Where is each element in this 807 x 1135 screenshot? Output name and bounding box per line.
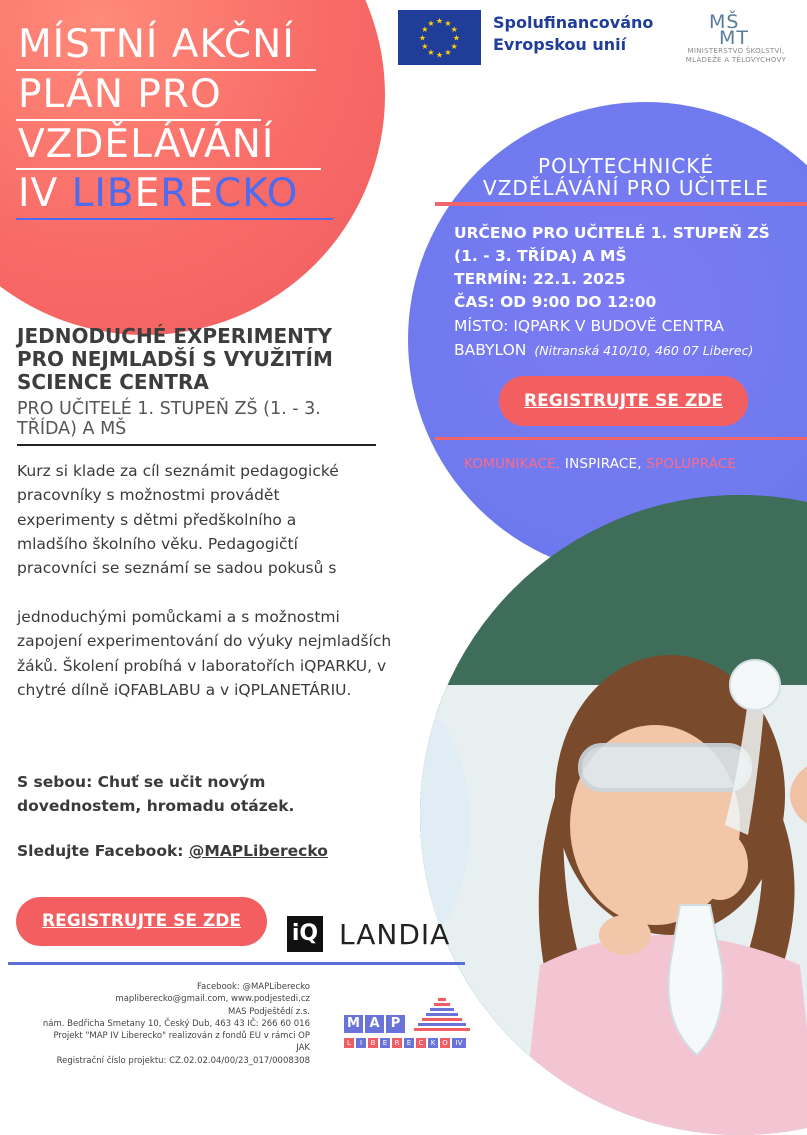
liberecko-letter: IV — [452, 1038, 466, 1048]
map-liberecko-logo — [344, 996, 470, 1052]
iq-logo-mark: iQ — [287, 916, 323, 952]
hero-liberecko — [72, 171, 299, 216]
hero-letter: E — [188, 171, 215, 216]
desc-line: Kurz si klade za cíl seznámit pedagogické — [17, 462, 339, 480]
footer-line: mapliberecko@gmail.com, www.podjestedi.cz — [115, 994, 310, 1005]
liberecko-letter: L — [344, 1038, 354, 1048]
event-title-line2: VZDĚLÁVÁNÍ PRO UČITELE — [483, 176, 769, 200]
event-title-line1: POLYTECHNICKÉ — [538, 154, 714, 178]
footer-contacts — [40, 981, 310, 1067]
ministry-name — [680, 47, 792, 65]
register-button-top[interactable]: REGISTRUJTE SE ZDE — [499, 376, 748, 426]
course-subtitle — [17, 399, 397, 439]
liberecko-letter: K — [428, 1038, 438, 1048]
liberecko-letter: R — [392, 1038, 402, 1048]
hero-letter: E — [134, 171, 161, 216]
hero-underline — [16, 119, 261, 121]
footer-line: Registrační číslo projektu: CZ.02.02.04/00/23_017/0008308 — [56, 1055, 310, 1066]
hero-underline — [16, 69, 316, 71]
course-title-line2: PRO NEJMLADŠÍ S VYUŽITÍM — [17, 347, 333, 371]
hero-letter: K — [242, 171, 267, 216]
desc-line: mladšího školního věku. Pedagogičtí — [17, 534, 298, 553]
desc-line: pracovníky s možnostmi provádět — [17, 486, 280, 505]
eu-star-icon: ★ — [450, 25, 458, 34]
liberecko-letter: E — [380, 1038, 390, 1048]
desc-line: chytré dílně iQFABLABU a v iQPLANETÁRIU. — [17, 680, 352, 699]
eu-star-icon: ★ — [418, 33, 427, 43]
desc-line: zapojení experimentování do výuky nejmladších — [17, 632, 392, 651]
facebook-label: Sledujte Facebook: — [17, 842, 189, 860]
map-letter: P — [386, 1015, 405, 1033]
event-audience-line1: URČENO PRO UČITELÉ 1. STUPEŇ ZŠ — [454, 224, 770, 242]
slogan — [464, 456, 736, 472]
event-date: TERMÍN: 22.1. 2025 — [454, 270, 626, 288]
liberecko-letter: O — [440, 1038, 450, 1048]
eu-line2: Evropskou unií — [493, 35, 627, 54]
eu-star-icon: ★ — [452, 33, 461, 43]
eu-line1: Spolufinancováno — [493, 13, 654, 32]
footer-line: MAS Podještědí z.s. — [228, 1006, 310, 1017]
bring-line2: dovednostem, hromadu otázek. — [17, 797, 295, 816]
map-letter: M — [344, 1015, 363, 1033]
hero-prefix: IV — [18, 171, 72, 216]
hero-underline — [16, 168, 321, 170]
desc-line: pracovníci se seznámí se sadou pokusů s — [17, 559, 337, 578]
svg-text:MT: MT — [719, 27, 749, 46]
eu-star-icon: ★ — [427, 18, 435, 28]
iq-landia-logo: LANDIA — [339, 918, 451, 951]
facebook-link[interactable]: @MAPLiberecko — [188, 842, 328, 860]
eu-star-icon: ★ — [435, 16, 444, 26]
divider — [435, 202, 807, 206]
hero-title-line2: PLÁN PRO — [18, 72, 222, 117]
eu-star-icon: ★ — [450, 42, 458, 51]
hero-letter: O — [266, 171, 299, 216]
course-title-line1: JEDNODUCHÉ EXPERIMENTY — [17, 324, 332, 348]
divider — [435, 437, 807, 440]
desc-line: experimenty s dětmi předškolního a — [17, 510, 297, 529]
event-place-line2 — [454, 339, 753, 362]
desc-line: žáků. Školení probíhá v laboratořích iQPARKU, v — [17, 656, 387, 675]
hero-blue-underline — [16, 218, 333, 220]
eu-star-icon: ★ — [444, 48, 452, 58]
eu-flag-icon — [398, 10, 481, 65]
slogan-word2: INSPIRACE, — [564, 456, 642, 472]
course-title-line3: SCIENCE CENTRA — [17, 370, 209, 394]
msmt-logo-icon — [705, 8, 765, 50]
girl-experiment-photo — [420, 495, 807, 1135]
bring-with-you — [17, 770, 437, 819]
slogan-word3: SPOLUPRÁCE — [646, 456, 737, 472]
event-time: ČAS: OD 9:00 DO 12:00 — [454, 293, 657, 311]
ministry-line2: MLÁDEŽE A TĚLOVÝCHOVY — [685, 56, 787, 64]
liberecko-letter: B — [368, 1038, 378, 1048]
footer-line: Facebook: @MAPLiberecko — [196, 982, 310, 992]
event-place-line1: MÍSTO: IQPARK V BUDOVĚ CENTRA — [454, 317, 725, 335]
liberecko-letter: E — [404, 1038, 414, 1048]
hero-title-line3: VZDĚLÁVÁNÍ — [18, 122, 275, 167]
course-subtitle-line2: TŘÍDA) A MŠ — [17, 419, 127, 439]
hero-title-line4 — [18, 171, 298, 217]
facebook-follow — [17, 842, 328, 860]
slogan-word1: KOMUNIKACE, — [464, 456, 561, 472]
event-audience-line2: (1. - 3. TŘÍDA) A MŠ — [454, 247, 627, 265]
event-place-name: BABYLON — [454, 341, 527, 359]
eu-star-icon: ★ — [421, 25, 429, 34]
svg-text:MŠ: MŠ — [709, 11, 740, 33]
course-description-1 — [17, 459, 437, 580]
hero-letter: R — [160, 171, 189, 216]
ministry-line1: MINISTERSTVO ŠKOLSTVÍ, — [687, 47, 785, 55]
hero-letter: L — [71, 171, 95, 216]
footer-line: Projekt "MAP IV Liberecko" realizován z fondů EU v rámci OP JAK — [53, 1031, 310, 1054]
bring-line1: S sebou: Chuť se učit novým — [17, 773, 266, 791]
course-description-2 — [17, 605, 442, 702]
footer-line: nám. Bedřicha Smetany 10, Český Dub, 463 43 IČ: 266 60 016 — [42, 1018, 310, 1029]
map-letter: A — [365, 1015, 384, 1033]
register-button-bottom[interactable]: REGISTRUJTE SE ZDE — [16, 897, 267, 946]
hero-letter: I — [94, 171, 107, 216]
course-subtitle-line1: PRO UČITELÉ 1. STUPEŇ ZŠ (1. - 3. — [17, 399, 321, 419]
hero-title-line1: MÍSTNÍ AKČNÍ — [18, 22, 295, 67]
divider — [8, 962, 465, 965]
divider — [17, 444, 376, 446]
liberecko-letter: C — [416, 1038, 426, 1048]
hero-letter: B — [106, 171, 135, 216]
liberecko-letter: I — [356, 1038, 366, 1048]
eu-star-icon: ★ — [427, 48, 435, 58]
eu-star-icon: ★ — [444, 18, 452, 28]
course-title — [17, 325, 417, 394]
desc-line: jednoduchými pomůckami a s možnostmi — [17, 608, 340, 626]
pyramid-icon — [414, 996, 470, 1034]
hero-letter: C — [214, 171, 243, 216]
eu-star-icon: ★ — [421, 42, 429, 51]
event-title — [446, 155, 806, 199]
event-address: (Nitranská 410/10, 460 07 Liberec) — [534, 343, 754, 358]
eu-cofinanced-text — [493, 12, 653, 56]
eu-star-icon: ★ — [435, 50, 444, 60]
